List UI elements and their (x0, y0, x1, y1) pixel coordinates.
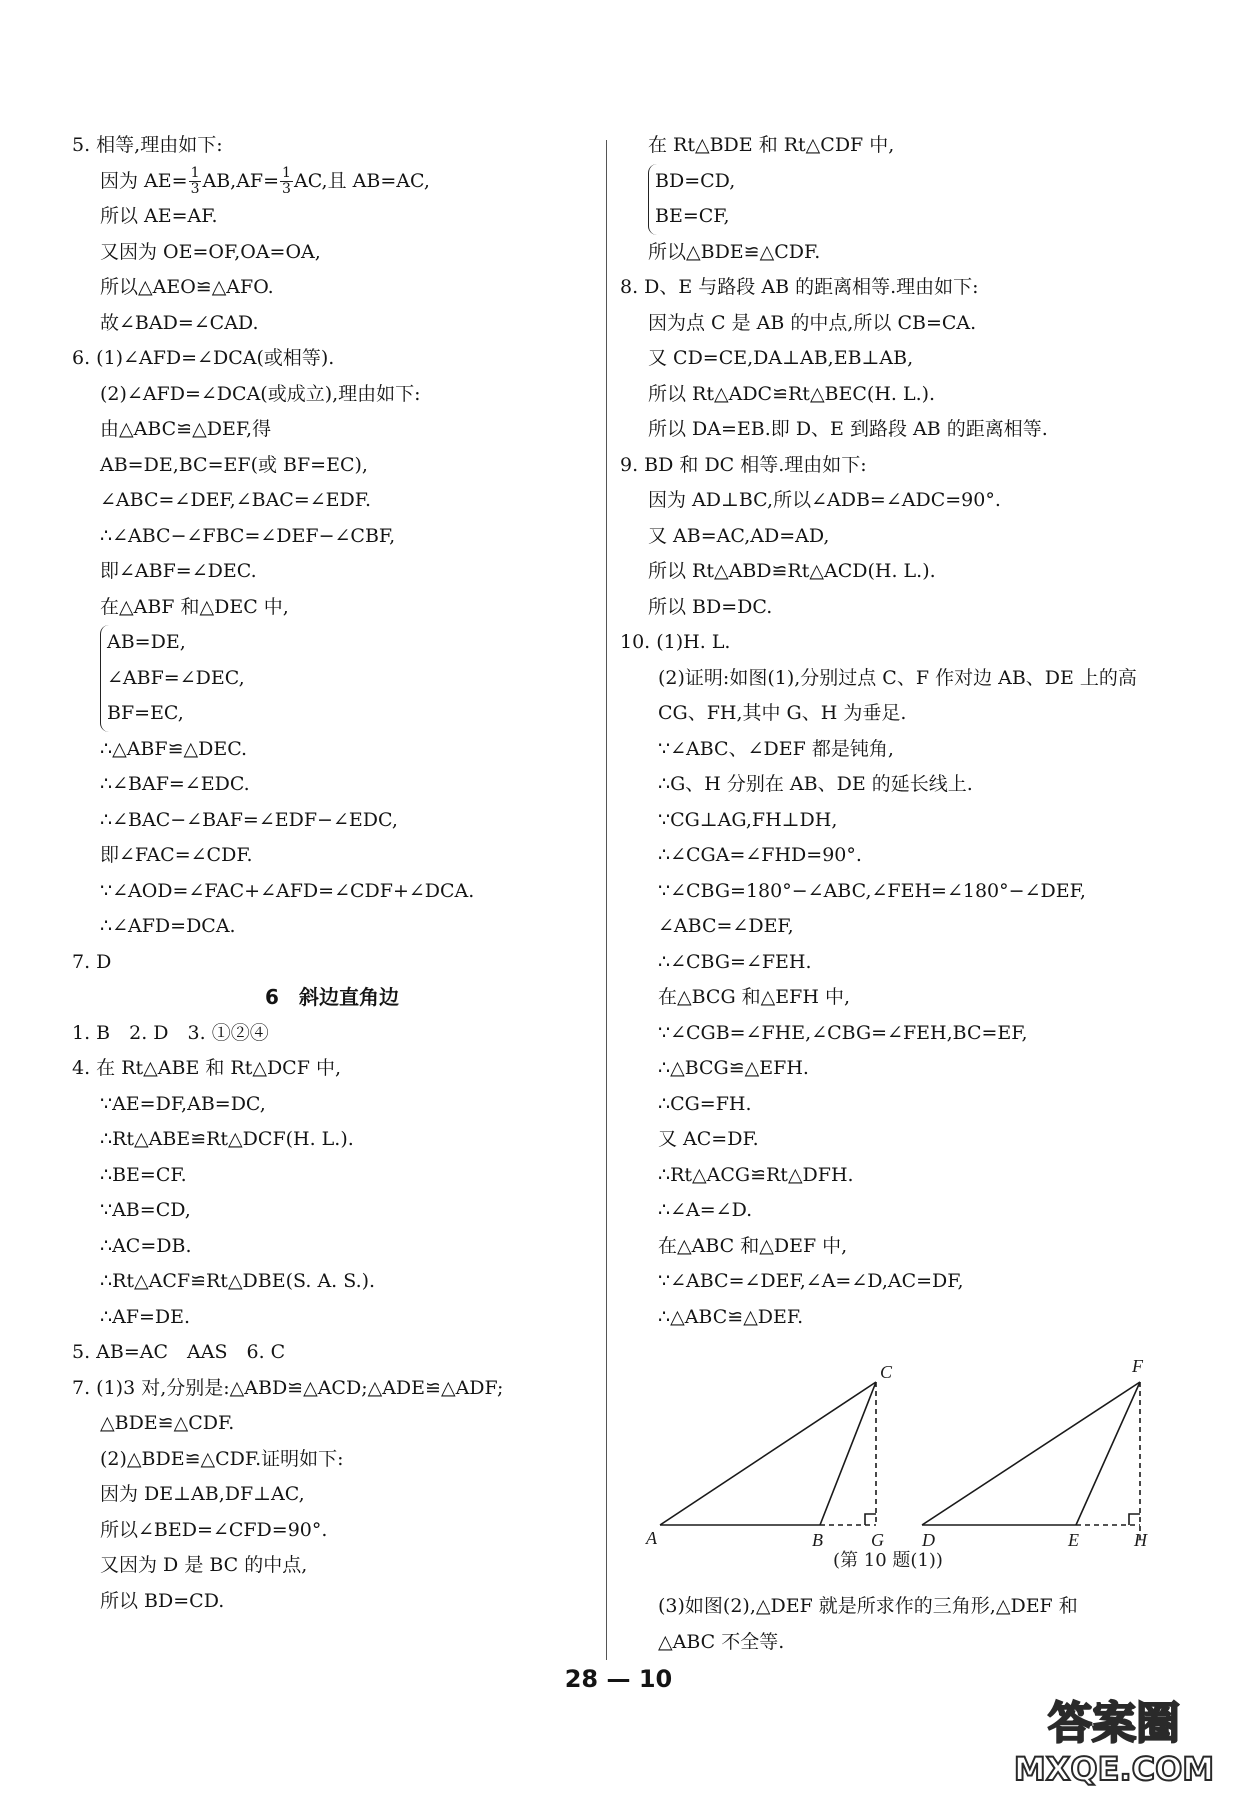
proof-line: 又因为 D 是 BC 的中点, (100, 1554, 308, 1576)
proof-line: ∴∠AFD=DCA. (100, 915, 236, 937)
proof-line: ∵∠ABC=∠DEF,∠A=∠D,AC=DF, (658, 1270, 964, 1292)
proof-line: 又 CD=CE,DA⊥AB,EB⊥AB, (648, 347, 914, 369)
brace-line: BF=EC, (107, 702, 184, 724)
frac-numerator: 1 (190, 165, 200, 181)
q5-text-a: 因为 AE= (100, 169, 188, 192)
proof-line: 在△BCG 和△EFH 中, (658, 986, 850, 1008)
proof-line: 所以∠BED=∠CFD=90°. (100, 1518, 328, 1541)
proof-line: (2)证明:如图(1),分别过点 C、F 作对边 AB、DE 上的高 (658, 666, 1137, 689)
proof-line: 在△ABF 和△DEC 中, (100, 595, 289, 618)
proof-line: 在△ABC 和△DEF 中, (658, 1234, 848, 1257)
proof-line: 因为 AD⊥BC,所以∠ADB=∠ADC=90°. (648, 489, 1001, 511)
q5-text-c: AC,且 AB=AC, (293, 169, 430, 192)
proof-line: ∴∠CBG=∠FEH. (658, 950, 812, 973)
q7-head: 7. (1)3 对,分别是:△ABD≌△ACD;△ADE≌△ADF; (72, 1376, 504, 1399)
q6-head: 6. (1)∠AFD=∠DCA(或相等). (72, 347, 335, 369)
proof-line: 因为 DE⊥AB,DF⊥AC, (100, 1483, 305, 1505)
proof-line: 所以 DA=EB.即 D、E 到路段 AB 的距离相等. (648, 418, 1048, 440)
proof-line: ∴Rt△ACF≌Rt△DBE(S. A. S.). (100, 1270, 376, 1292)
q4-head: 4. 在 Rt△ABE 和 Rt△DCF 中, (72, 1057, 341, 1079)
proof-line: (3)如图(2),△DEF 就是所求作的三角形,△DEF 和 (658, 1595, 1078, 1617)
fraction-one-third (189, 166, 202, 197)
proof-line: ∴△BCG≌△EFH. (658, 1057, 809, 1079)
right-angle-mark-H (1129, 1514, 1140, 1525)
proof-line: ∴CG=FH. (658, 1092, 752, 1115)
proof-line: △BDE≌△CDF. (100, 1412, 235, 1434)
proof-line: CG、FH,其中 G、H 为垂足. (658, 702, 907, 724)
proof-line: 因为点 C 是 AB 的中点,所以 CB=CA. (648, 311, 977, 334)
proof-line: 所以△AEO≌△AFO. (100, 276, 274, 298)
label-C: C (880, 1362, 893, 1382)
proof-line: ∴Rt△ABE≌Rt△DCF(H. L.). (100, 1128, 354, 1150)
proof-line: ∴Rt△ACG≌Rt△DFH. (658, 1163, 854, 1186)
section-title: 6 斜边直角边 (265, 985, 399, 1009)
brace-line: ∠ABF=∠DEC, (107, 666, 245, 689)
proof-line: 又 AB=AC,AD=AD, (648, 524, 830, 547)
proof-line: 所以 BD=DC. (648, 595, 773, 618)
proof-line: ∵AE=DF,AB=DC, (100, 1092, 266, 1115)
left-column (72, 128, 592, 1619)
triangle-figure (640, 1350, 1160, 1570)
proof-line: △ABC 不全等. (658, 1630, 785, 1653)
q10-head: 10. (1)H. L. (620, 631, 731, 653)
proof-line: 所以△BDE≌△CDF. (648, 240, 821, 263)
proof-line: ∴∠CGA=∠FHD=90°. (658, 844, 862, 866)
q5-6-answers: 5. AB=AC AAS 6. C (72, 1341, 286, 1363)
label-B: B (812, 1530, 823, 1550)
proof-line: 又因为 OE=OF,OA=OA, (100, 240, 321, 263)
equation-system-brace (100, 625, 592, 732)
proof-line: ∴∠BAF=∠EDC. (100, 773, 250, 795)
proof-line: ∴∠A=∠D. (658, 1199, 753, 1221)
label-D: D (922, 1530, 935, 1550)
proof-line: ∵∠CBG=180°−∠ABC,∠FEH=∠180°−∠DEF, (658, 879, 1086, 902)
label-A: A (646, 1528, 657, 1548)
proof-line: 故∠BAD=∠CAD. (100, 311, 259, 334)
proof-line: 所以 BD=CD. (100, 1589, 225, 1612)
watermark-title: 答案圈 (1048, 1698, 1180, 1749)
proof-line: 在 Rt△BDE 和 Rt△CDF 中, (648, 134, 895, 156)
right-angle-mark-G (865, 1514, 876, 1525)
proof-line: ∴BE=CF. (100, 1163, 187, 1186)
proof-line: ∵CG⊥AG,FH⊥DH, (658, 808, 838, 831)
q7-answer: 7. D (72, 950, 112, 973)
proof-line: 所以 AE=AF. (100, 205, 218, 227)
proof-line: ∵∠ABC、∠DEF 都是钝角, (658, 737, 894, 760)
equation-system-brace (648, 164, 1180, 235)
proof-line: (2)△BDE≌△CDF.证明如下: (100, 1447, 344, 1470)
fraction-one-third (280, 166, 293, 197)
frac-denominator: 3 (190, 181, 200, 197)
watermark-logo (1014, 1690, 1219, 1790)
brace-line: BE=CF, (655, 205, 730, 227)
proof-line: 又 AC=DF. (658, 1128, 759, 1150)
watermark-url: MXQE.COM (1014, 1750, 1215, 1788)
q5-because-line (72, 164, 592, 200)
proof-line: 由△ABC≌△DEF,得 (100, 418, 272, 440)
proof-line: ∴AF=DE. (100, 1305, 191, 1328)
segment-BC (820, 1382, 876, 1525)
proof-line: 即∠FAC=∠CDF. (100, 844, 253, 866)
segment-AC (660, 1382, 876, 1525)
proof-line: ∠ABC=∠DEF,∠BAC=∠EDF. (100, 489, 372, 511)
proof-line: AB=DE,BC=EF(或 BF=EC), (100, 453, 368, 476)
figure-caption: (第 10 题(1)) (833, 1550, 943, 1570)
brace-line: BD=CD, (655, 169, 736, 192)
label-H: H (1134, 1530, 1147, 1550)
brace-line: AB=DE, (107, 631, 186, 653)
frac-denominator: 3 (282, 181, 291, 197)
proof-line: ∵∠AOD=∠FAC+∠AFD=∠CDF+∠DCA. (100, 879, 475, 902)
page-number: 28 — 10 (564, 1665, 673, 1693)
proof-line: ∴∠ABC−∠FBC=∠DEF−∠CBF, (100, 524, 396, 547)
label-F: F (1132, 1356, 1143, 1376)
column-divider (606, 140, 607, 1660)
proof-line: 所以 Rt△ADC≌Rt△BEC(H. L.). (648, 382, 936, 405)
label-G: G (871, 1530, 884, 1550)
label-E: E (1068, 1530, 1079, 1550)
proof-line: (2)∠AFD=∠DCA(或成立),理由如下: (100, 382, 421, 405)
q8-head: 8. D、E 与路段 AB 的距离相等.理由如下: (620, 276, 979, 298)
proof-line: ∴G、H 分别在 AB、DE 的延长线上. (658, 773, 973, 795)
proof-line: ∠ABC=∠DEF, (658, 915, 794, 937)
q9-head: 9. BD 和 DC 相等.理由如下: (620, 453, 867, 476)
proof-line: ∴∠BAC−∠BAF=∠EDF−∠EDC, (100, 808, 398, 831)
proof-line: ∵AB=CD, (100, 1199, 191, 1221)
short-answers: 1. B 2. D 3. ①②④ (72, 1021, 269, 1044)
proof-line: 即∠ABF=∠DEC. (100, 560, 257, 582)
proof-line: ∴AC=DB. (100, 1234, 192, 1257)
proof-line: ∴△ABF≌△DEC. (100, 737, 248, 760)
proof-line: ∵∠CGB=∠FHE,∠CBG=∠FEH,BC=EF, (658, 1021, 1028, 1044)
q5-head: 5. 相等,理由如下: (72, 134, 223, 156)
q5-text-b: AB,AF= (202, 169, 280, 192)
proof-line: ∴△ABC≌△DEF. (658, 1305, 804, 1328)
frac-numerator: 1 (282, 165, 291, 181)
proof-line: 所以 Rt△ABD≌Rt△ACD(H. L.). (648, 560, 936, 582)
